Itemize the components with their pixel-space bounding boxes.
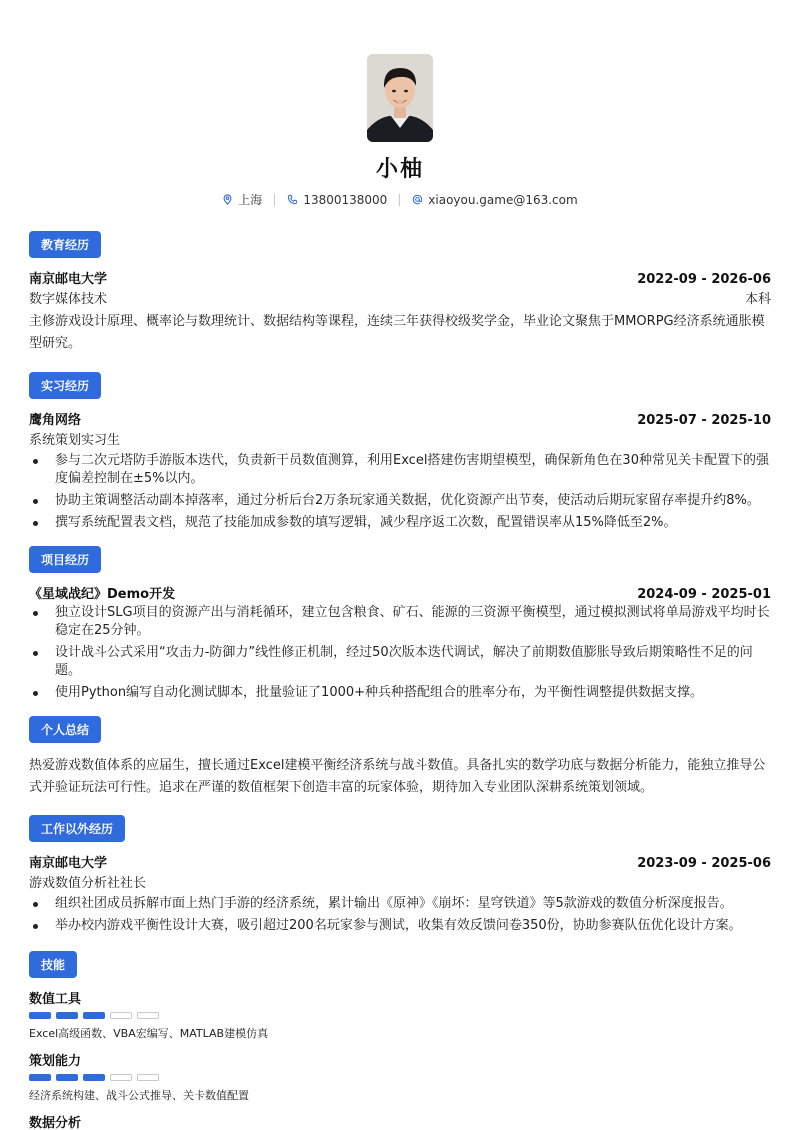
list-item: 设计战斗公式采用“攻击力-防御力”线性修正机制，经过50次版本迭代调试，解决了前期数值膨胀导致后期策略性不足的问题。 xyxy=(29,644,771,680)
section-tag-summary: 个人总结 xyxy=(29,716,101,743)
skills-section xyxy=(29,951,771,1130)
education-section xyxy=(29,231,771,355)
skill-bar-filled xyxy=(56,1012,78,1019)
list-item: 撰写系统配置表文档，规范了技能加成参数的填写逻辑，减少程序返工次数，配置错误率从15%降低至2%。 xyxy=(29,514,771,532)
phone-text: 13800138000 xyxy=(303,192,388,207)
section-tag-education: 教育经历 xyxy=(29,231,101,258)
location-pin-icon xyxy=(222,194,233,205)
project-name: 《星域战纪》Demo开发 xyxy=(29,587,176,602)
skill-item xyxy=(29,1112,771,1130)
section-tag-internship: 实习经历 xyxy=(29,372,101,399)
internship-date: 2025-07 - 2025-10 xyxy=(637,413,771,428)
skill-bar-filled xyxy=(83,1012,105,1019)
section-tag-project: 项目经历 xyxy=(29,546,101,573)
skill-bar-filled xyxy=(29,1012,51,1019)
skill-bar-empty xyxy=(137,1012,159,1019)
list-item: 使用Python编写自动化测试脚本，批量验证了1000+种兵种搭配组合的胜率分布，为平衡性调整提供数据支撑。 xyxy=(29,684,771,702)
skill-description: 经济系统构建、战斗公式推导、关卡数值配置 xyxy=(29,1089,249,1102)
list-item: 组织社团成员拆解市面上热门手游的经济系统，累计输出《原神》《崩坏：星穹铁道》等5款游戏的数值分析深度报告。 xyxy=(29,895,771,913)
project-header-row xyxy=(29,583,771,602)
list-item: 独立设计SLG项目的资源产出与消耗循环，建立包含粮食、矿石、能源的三资源平衡模型，通过模拟测试将单局游戏平均时长稳定在25分钟。 xyxy=(29,604,771,640)
list-item: 协助主策调整活动副本掉落率，通过分析后台2万条玩家通关数据，优化资源产出节奏，使活动后期玩家留存率提升约8%。 xyxy=(29,492,771,510)
skill-item xyxy=(29,1050,771,1103)
skill-level-bars xyxy=(29,1012,771,1019)
contact-phone xyxy=(275,193,399,207)
education-sub-row xyxy=(29,287,771,307)
contact-location xyxy=(210,191,274,208)
skill-title: 数据分析 xyxy=(29,1116,82,1130)
avatar-portrait-icon xyxy=(367,54,433,142)
education-description: 主修游戏设计原理、概率论与数理统计、数据结构等课程，连续三年获得校级奖学金，毕业论文聚焦于MMORPG经济系统通胀模型研究。 xyxy=(29,314,765,351)
skill-bar-empty xyxy=(137,1074,159,1081)
company-name: 鹰角网络 xyxy=(29,413,82,428)
extra-date: 2023-09 - 2025-06 xyxy=(637,856,771,871)
at-sign-icon xyxy=(412,194,423,205)
skill-bar-filled xyxy=(56,1074,78,1081)
school-name: 南京邮电大学 xyxy=(29,272,108,287)
project-section xyxy=(29,546,771,702)
extra-org-name: 南京邮电大学 xyxy=(29,856,108,871)
skill-title: 数值工具 xyxy=(29,992,82,1007)
skill-bar-filled xyxy=(83,1074,105,1081)
phone-icon xyxy=(287,194,298,205)
list-item: 参与二次元塔防手游版本迭代，负责新干员数值测算，利用Excel搭建伤害期望模型，确保新角色在30种常见关卡配置下的强度偏差控制在±5%以内。 xyxy=(29,452,771,488)
extra-bullets xyxy=(29,895,771,935)
education-date: 2022-09 - 2026-06 xyxy=(637,272,771,287)
skill-item xyxy=(29,988,771,1041)
internship-section xyxy=(29,372,771,532)
skill-bar-empty xyxy=(110,1012,132,1019)
summary-text: 热爱游戏数值体系的应届生，擅长通过Excel建模平衡经济系统与战斗数值。具备扎实的数学功底与数据分析能力，能独立推导公式并验证玩法可行性。追求在严谨的数值框架下创造丰富的玩家体验，期待加入专业团队深耕系统策划领域。 xyxy=(29,758,766,795)
skill-bar-filled xyxy=(29,1074,51,1081)
internship-header-row xyxy=(29,409,771,428)
email-text: xiaoyou.game@163.com xyxy=(428,192,578,207)
skill-description: Excel高级函数、VBA宏编写、MATLAB建模仿真 xyxy=(29,1027,269,1040)
project-date: 2024-09 - 2025-01 xyxy=(637,587,771,602)
location-text: 上海 xyxy=(238,193,263,207)
contact-info xyxy=(29,191,771,208)
list-item: 举办校内游戏平衡性设计大赛，吸引超过200名玩家参与测试，收集有效反馈问卷350份，协助参赛队伍优化设计方案。 xyxy=(29,917,771,935)
education-major: 数字媒体技术 xyxy=(29,292,108,307)
skill-level-bars xyxy=(29,1074,771,1081)
candidate-name: 小柚 xyxy=(375,157,424,182)
education-degree: 本科 xyxy=(744,292,771,307)
extra-role: 游戏数值分析社社长 xyxy=(29,876,147,891)
contact-email xyxy=(400,193,589,207)
project-bullets xyxy=(29,604,771,702)
section-tag-skills: 技能 xyxy=(29,951,77,978)
skills-list xyxy=(29,988,771,1130)
resume-header xyxy=(29,0,771,208)
internship-bullets xyxy=(29,452,771,532)
internship-role: 系统策划实习生 xyxy=(29,433,121,448)
avatar xyxy=(367,54,433,142)
section-tag-extra: 工作以外经历 xyxy=(29,815,125,842)
education-header-row xyxy=(29,268,771,287)
skill-title: 策划能力 xyxy=(29,1054,82,1069)
summary-section xyxy=(29,716,771,799)
extra-header-row xyxy=(29,852,771,871)
skill-bar-empty xyxy=(110,1074,132,1081)
extra-section xyxy=(29,815,771,935)
